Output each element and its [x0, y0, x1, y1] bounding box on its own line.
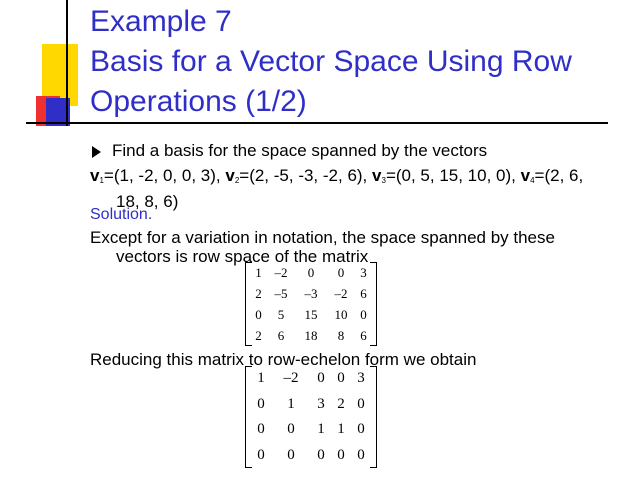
matrix-cell: 1 [337, 421, 345, 438]
matrix-row [251, 325, 371, 346]
matrix-row [251, 417, 371, 443]
matrix-cell: 0 [360, 306, 367, 322]
matrix-cell: 6 [277, 327, 285, 343]
matrix-cell: 0 [287, 446, 295, 463]
matrix-cell: 0 [257, 446, 265, 463]
matrix-cell: 2 [337, 395, 345, 412]
matrix-cell: 0 [357, 421, 365, 438]
matrix-cell: 3 [357, 370, 365, 387]
vector-2: $v_2=(2$, -5, -3, -2, 6), [225, 166, 373, 185]
matrix-cell: 0 [287, 421, 295, 438]
matrix-cell: –2 [274, 264, 288, 280]
matrix-cell: 1 [317, 421, 325, 438]
matrix-cell: 2 [255, 327, 262, 343]
matrix-cell: 3 [317, 395, 325, 412]
matrix-row [251, 262, 371, 283]
matrix-row [251, 366, 371, 392]
matrix-row [251, 283, 371, 304]
right-bracket [370, 262, 377, 346]
solution-label: Solution. [90, 206, 153, 223]
matrix-cell: 0 [357, 446, 365, 463]
matrix-cell: 8 [337, 327, 345, 343]
right-bracket [370, 366, 377, 468]
title-underline [26, 122, 608, 124]
title-line-1: Example 7 [90, 5, 232, 38]
matrix-cell: 18 [304, 327, 318, 343]
vector-3: $v_3=(0$, 5, 15, 10, 0), [372, 166, 521, 185]
matrix-cell: 0 [317, 370, 325, 387]
matrix-cell: 10 [334, 306, 348, 322]
paragraph-row-echelon: Reducing this matrix to row-echelon form we obtain [90, 350, 477, 369]
paragraph-line-1: Except for a variation in notation, the space spanned by these [90, 228, 555, 247]
matrix-cell: 0 [337, 264, 345, 280]
title-line-3: Operations (1/2) [90, 85, 307, 118]
vector-4-continued: 18, 8, 6) [116, 192, 179, 211]
original-matrix [245, 262, 377, 346]
matrix-cell: 5 [277, 306, 285, 322]
title-line-2: Basis for a Vector Space Using Row [90, 45, 572, 78]
matrix-cell: 0 [317, 446, 325, 463]
bullet-text: Find a basis for the space spanned by the vectors [112, 141, 488, 160]
matrix-cell: –2 [283, 370, 299, 387]
matrix-cell: 1 [255, 264, 262, 280]
matrix-cell: 0 [307, 264, 315, 280]
paragraph-line-2: vectors is row space of the matrix [116, 247, 369, 266]
matrix-cell: 0 [337, 446, 345, 463]
vector-4: $v_4=(2$, 6, [520, 166, 584, 185]
matrix-cell: 1 [287, 395, 295, 412]
slide-title [90, 2, 630, 122]
matrix-cell: 0 [257, 421, 265, 438]
matrix-cell: 0 [337, 370, 345, 387]
matrix-cell: 0 [257, 395, 265, 412]
paragraph-row-space [90, 228, 555, 266]
matrix-cell: 6 [360, 327, 367, 343]
matrix-grid [251, 366, 371, 468]
matrix-cell: –5 [274, 285, 288, 301]
matrix-cell: 0 [357, 395, 365, 412]
matrix-row [251, 392, 371, 418]
bullet-arrow-icon [92, 146, 101, 158]
matrix-cell: 1 [257, 370, 265, 387]
row-echelon-matrix [245, 366, 377, 468]
matrix-grid [251, 262, 371, 346]
matrix-cell: 15 [304, 306, 318, 322]
matrix-cell: –2 [334, 285, 348, 301]
matrix-cell: 0 [255, 306, 262, 322]
matrix-cell: 2 [255, 285, 262, 301]
decor-vertical-line [66, 0, 68, 126]
matrix-row [251, 443, 371, 469]
matrix-row [251, 304, 371, 325]
vector-1: $v_1=(1$, -2, 0, 0, 3), [90, 166, 226, 185]
matrix-cell: 6 [360, 285, 367, 301]
vector-list [90, 165, 630, 212]
matrix-cell: –3 [304, 285, 318, 301]
matrix-cell: 3 [360, 264, 367, 280]
